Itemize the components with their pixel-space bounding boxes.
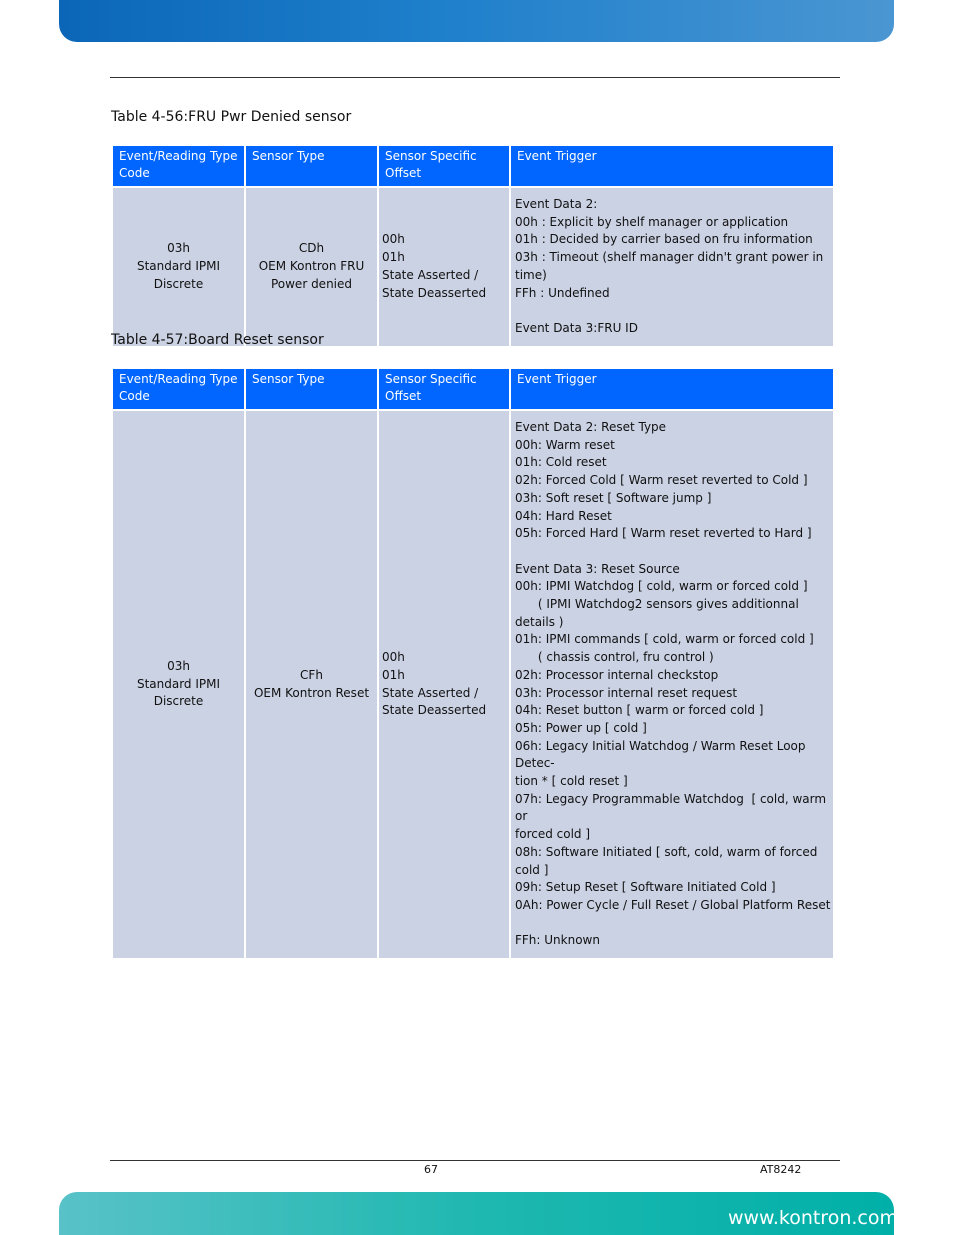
- event-trigger-cell: [511, 411, 833, 958]
- event-trigger-line: 05h: Power up [ cold ]: [515, 720, 647, 735]
- sensor-type-cell: CFh OEM Kontron Reset: [246, 411, 377, 958]
- event-trigger-line: 08h: Software Initiated [ soft, cold, warm of forced cold ]: [515, 844, 822, 877]
- table-row: [113, 411, 833, 958]
- board-reset-table: [111, 367, 835, 960]
- event-trigger-line: FFh : Undefined: [515, 285, 610, 300]
- event-trigger-line: [515, 302, 831, 320]
- column-header-reading-type: Event/Reading Type Code: [113, 146, 244, 186]
- event-trigger-line: forced cold ]: [515, 827, 591, 842]
- event-trigger-line: 02h: Processor internal checkstop: [515, 667, 719, 682]
- event-trigger-line: 06h: Legacy Initial Watchdog / Warm Reset Loop Detec-: [515, 738, 810, 771]
- event-trigger-line: 04h: Hard Reset: [515, 508, 612, 523]
- header-rule: [110, 77, 840, 78]
- column-header-sensor-type: Sensor Type: [246, 369, 377, 409]
- table-header-row: [113, 369, 833, 409]
- column-header-event-trigger: Event Trigger: [511, 369, 833, 409]
- event-trigger-line: Event Data 2:: [515, 197, 598, 211]
- event-trigger-line: [515, 543, 831, 561]
- event-trigger-line: ( chassis control, fru control ): [515, 650, 714, 665]
- event-trigger-line: 01h: IPMI commands [ cold, warm or forced cold ]: [515, 632, 814, 647]
- table-caption-board-reset: Table 4-57:Board Reset sensor: [111, 332, 324, 348]
- document-id: AT8242: [760, 1163, 802, 1176]
- event-trigger-line: 03h: Soft reset [ Software jump ]: [515, 490, 712, 505]
- event-trigger-line: FFh: Unknown: [515, 933, 600, 948]
- event-trigger-line: 00h : Explicit by shelf manager or application: [515, 214, 789, 229]
- event-trigger-line: 05h: Forced Hard [ Warm reset reverted to Hard ]: [515, 526, 812, 541]
- column-header-offset: Sensor Specific Offset: [379, 369, 509, 409]
- column-header-sensor-type: Sensor Type: [246, 146, 377, 186]
- table-header-row: [113, 146, 833, 186]
- event-trigger-line: 03h : Timeout (shelf manager didn't grant power in time): [515, 250, 828, 282]
- footer-rule: [110, 1160, 840, 1161]
- event-trigger-line: tion * [ cold reset ]: [515, 774, 628, 789]
- event-trigger-line: 09h: Setup Reset [ Software Initiated Cold ]: [515, 880, 776, 895]
- event-trigger-line: 04h: Reset button [ warm or forced cold ]: [515, 703, 764, 718]
- website-link[interactable]: www.kontron.com: [727, 1207, 898, 1229]
- offset-cell: 00h 01h State Asserted / State Deasserted: [379, 411, 509, 958]
- event-trigger-line: 02h: Forced Cold [ Warm reset reverted to Cold ]: [515, 473, 808, 488]
- offset-cell: 00h 01h State Asserted / State Deasserted: [379, 188, 509, 346]
- event-trigger-line: 01h : Decided by carrier based on fru information: [515, 232, 813, 247]
- fru-pwr-denied-table: [111, 144, 835, 348]
- table-row: [113, 188, 833, 346]
- event-trigger-line: [515, 915, 831, 933]
- event-trigger-line: 03h: Processor internal reset request: [515, 685, 738, 700]
- page-number: 67: [424, 1163, 438, 1176]
- event-trigger-line: 00h: Warm reset: [515, 437, 615, 452]
- event-trigger-line: Event Data 3: Reset Source: [515, 561, 680, 576]
- table-caption-fru-pwr-denied: Table 4-56:FRU Pwr Denied sensor: [111, 109, 352, 125]
- column-header-event-trigger: Event Trigger: [511, 146, 833, 186]
- column-header-reading-type: Event/Reading Type Code: [113, 369, 244, 409]
- column-header-offset: Sensor Specific Offset: [379, 146, 509, 186]
- header-banner: [59, 0, 894, 42]
- event-trigger-line: Event Data 3:FRU ID: [515, 320, 638, 335]
- event-trigger-line: 00h: IPMI Watchdog [ cold, warm or forced cold ]: [515, 579, 808, 594]
- event-trigger-line: 07h: Legacy Programmable Watchdog [ cold, warm or: [515, 791, 830, 824]
- event-trigger-line: 0Ah: Power Cycle / Full Reset / Global Platform Reset: [515, 897, 831, 912]
- event-trigger-cell: [511, 188, 833, 346]
- event-trigger-line: Event Data 2: Reset Type: [515, 420, 667, 434]
- reading-type-cell: 03h Standard IPMI Discrete: [113, 188, 244, 346]
- event-trigger-line: 01h: Cold reset: [515, 455, 607, 470]
- reading-type-cell: 03h Standard IPMI Discrete: [113, 411, 244, 958]
- event-trigger-line: ( IPMI Watchdog2 sensors gives additionnal details ): [515, 597, 803, 629]
- sensor-type-cell: CDh OEM Kontron FRU Power denied: [246, 188, 377, 346]
